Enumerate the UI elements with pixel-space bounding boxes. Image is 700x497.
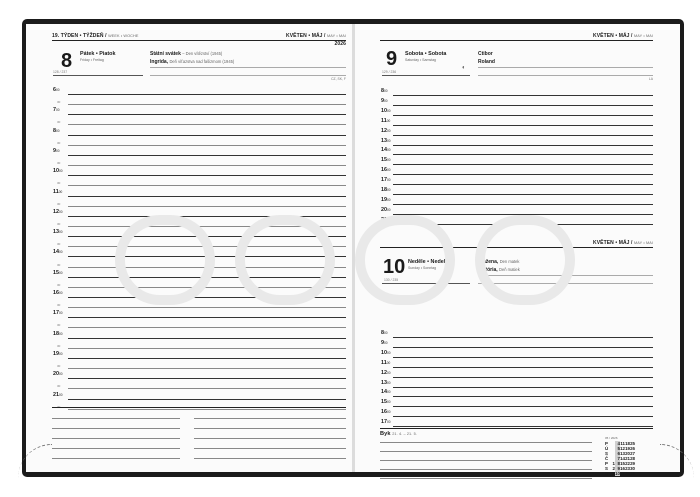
hour-line [393,367,653,368]
hour-line [393,184,653,185]
holiday-line: Státní svátek – Den vítězství (1945) [150,51,223,57]
day-name: Pátek • Piatok [80,51,116,57]
hour-line [68,399,346,400]
half-hour-mark: 30 [57,384,61,389]
watermark-logo [115,200,585,310]
half-hour-mark: 30 [57,120,61,125]
hour-label: $11^{00}$ [53,188,63,195]
year-label: 2026 [334,41,346,47]
hour-line [393,154,653,155]
day-name-10: Neděle • Nedeľa [408,259,449,265]
hour-label: $6^{00}$ [53,87,60,93]
week-label: 19. TÝDEN • TÝŽDEŇ / WEEK • WOCHE [52,33,139,39]
hour-line [393,115,653,116]
hour-line [68,378,346,379]
note-line [194,458,346,459]
hour-label: $10^{00}$ [53,168,63,175]
hour-line [393,337,653,338]
hour-label: $9^{00}$ [381,97,388,104]
hour-line [68,196,346,197]
names-rule-1 [150,67,346,68]
hour-label: $19^{00}$ [53,350,63,357]
day-count-9: 129 / 236 [382,70,397,74]
hour-label: $15^{00}$ [381,399,391,406]
hour-line [393,164,653,165]
corner-fold-mark-right [660,444,694,479]
hour-label: $21^{00}$ [53,391,63,398]
half-hour-line [68,145,346,146]
hour-line [68,358,346,359]
month-label-bottom: KVĚTEN • MÁJ / MAY • MAI [592,240,653,246]
hour-label: $7^{00}$ [53,107,60,114]
hour-line [393,174,653,175]
half-hour-mark: 30 [57,242,61,247]
half-hour-mark: 30 [57,201,61,206]
mini-calendar-row: S 6132027 [605,451,635,456]
hour-label: $16^{00}$ [381,167,391,174]
mini-calendar-row: P 4111825 [605,441,635,446]
mini-calendar-row: P 1 8152229 [605,461,635,466]
day-number-9: 9 [386,48,398,70]
nameday-10a: Blažena, Den matek [478,259,520,265]
hour-label: $17^{00}$ [381,177,391,184]
day-name-sub-10: Sunday • Sonntag [408,266,437,270]
hour-label: $13^{00}$ [53,229,63,236]
hour-line [68,338,346,339]
half-hour-mark: 30 [57,404,61,409]
mini-calendar-row: Č 7142128 [605,456,635,461]
day-name-sub-9: Saturday • Samstag [405,58,436,62]
note-line [380,469,592,470]
mini-calendar [605,436,635,476]
hour-label: $20^{00}$ [53,371,63,378]
side-code: LA [648,77,653,81]
hour-label: $12^{00}$ [53,208,63,215]
half-hour-mark: 30 [57,303,61,308]
note-line [52,428,180,429]
hour-line [393,426,653,427]
day-name-9: Sobota • Sobota [405,51,447,57]
hour-label: $16^{00}$ [53,290,63,296]
hour-label: $17^{00}$ [381,419,391,426]
half-hour-line [68,124,346,125]
note-line [380,478,592,479]
notes-rule-right [380,428,653,429]
half-hour-mark: 30 [57,100,61,105]
half-hour-line [68,409,346,410]
hour-label: $10^{00}$ [381,107,391,114]
hour-label: $12^{00}$ [381,369,391,376]
mini-calendar-head: 05 / 2026 [605,436,618,440]
note-line [380,451,592,452]
hour-label: $13^{00}$ [381,379,391,386]
half-hour-mark: 30 [57,364,61,369]
note-line [194,448,346,449]
mini-calendar-row: S 2 9162330 [605,466,635,471]
note-line [380,442,592,443]
moon-icon: ◐ [462,65,466,71]
hour-line [393,416,653,417]
hour-line [393,145,653,146]
half-hour-mark: 30 [57,140,61,145]
hour-line [393,105,653,106]
hour-line [393,135,653,136]
hour-line [68,155,346,156]
half-hour-mark: 30 [57,161,61,166]
day-count: 128 / 237 [53,70,68,74]
hour-line [393,396,653,397]
names-rule-2 [150,75,346,76]
note-line [52,438,180,439]
nameday-line: Ingrida, Deň víťazstva nad fašizmom (1945) [150,59,235,65]
hour-line [393,194,653,195]
header-rule-top [380,40,653,41]
half-hour-mark: 30 [57,262,61,267]
note-line [194,438,346,439]
hour-label: $15^{00}$ [381,157,391,164]
half-hour-line [68,185,346,186]
half-hour-line [68,388,346,389]
half-hour-mark: 30 [57,282,61,287]
nameday-9a: Ctibor [478,51,493,57]
day-number: 8 [61,50,73,72]
note-line [52,418,180,419]
nameday-10b: Viktória, Deň matiek [478,267,520,273]
notes-rule [52,404,346,409]
hour-line [393,357,653,358]
note-line [194,418,346,419]
hour-label: $16^{00}$ [381,409,391,416]
hour-label: $14^{00}$ [381,147,391,154]
nameday-9b: Roland [478,59,495,65]
hour-line [393,347,653,348]
hour-label: $17^{00}$ [53,310,63,317]
hour-line [393,387,653,388]
hour-label: $10^{00}$ [381,349,391,356]
hour-line [68,317,346,318]
day-underline [53,75,143,76]
hour-label: $11^{00}$ [381,359,391,366]
month-label: KVĚTEN • MÁJ / MAY • MAI [285,33,346,39]
month-label-top: KVĚTEN • MÁJ / MAY • MAI [592,33,653,39]
hour-line [393,406,653,407]
half-hour-mark: 30 [57,343,61,348]
half-hour-line [68,165,346,166]
half-hour-line [68,327,346,328]
day-count-10: 130 / 235 [384,278,399,282]
hour-label: $14^{00}$ [381,389,391,396]
hour-label: $21^{00}$ [381,216,391,223]
note-line [380,460,592,461]
hour-line [68,175,346,176]
note-line [52,448,180,449]
hour-label: $8^{00}$ [381,88,388,94]
hour-label: $8^{00}$ [381,330,388,336]
hour-label: $12^{00}$ [381,127,391,134]
hour-label: $19^{00}$ [381,196,391,203]
hour-label: $14^{00}$ [53,249,63,256]
names-rule-9a [478,67,653,68]
half-hour-line [68,104,346,105]
half-hour-line [68,348,346,349]
hour-label: $9^{00}$ [53,147,60,154]
names-rule-9b [478,75,653,76]
hour-line [68,94,346,95]
note-line [194,428,346,429]
country-codes: CZ, SK, F [331,77,346,81]
hour-line [68,114,346,115]
hour-label: $8^{00}$ [53,127,60,134]
mini-calendar-row: Ú 5121926 [605,446,635,451]
half-hour-mark: 30 [57,323,61,328]
hour-label: $13^{00}$ [381,137,391,144]
half-hour-mark: 30 [57,221,61,226]
hour-label: $20^{00}$ [381,206,391,213]
hour-label: $11^{00}$ [381,117,391,124]
hour-line [393,377,653,378]
header-rule [52,40,346,41]
hour-line [393,125,653,126]
hour-line [393,95,653,96]
half-hour-line [68,368,346,369]
hour-label: $9^{00}$ [381,339,388,346]
hour-label: $18^{00}$ [53,330,63,337]
mini-calendar-row: N 310172431 [605,471,635,476]
hour-line [68,135,346,136]
hour-label: $18^{00}$ [381,187,391,193]
zodiac-label: Byk 21. 4. – 21. 5. [380,431,417,437]
day-name-sub: Friday • Freitag [80,58,104,62]
note-line [52,458,180,459]
half-hour-mark: 30 [57,181,61,186]
hour-label: $15^{00}$ [53,269,63,276]
day-number-10: 10 [383,256,406,278]
day-underline-9 [382,75,470,76]
